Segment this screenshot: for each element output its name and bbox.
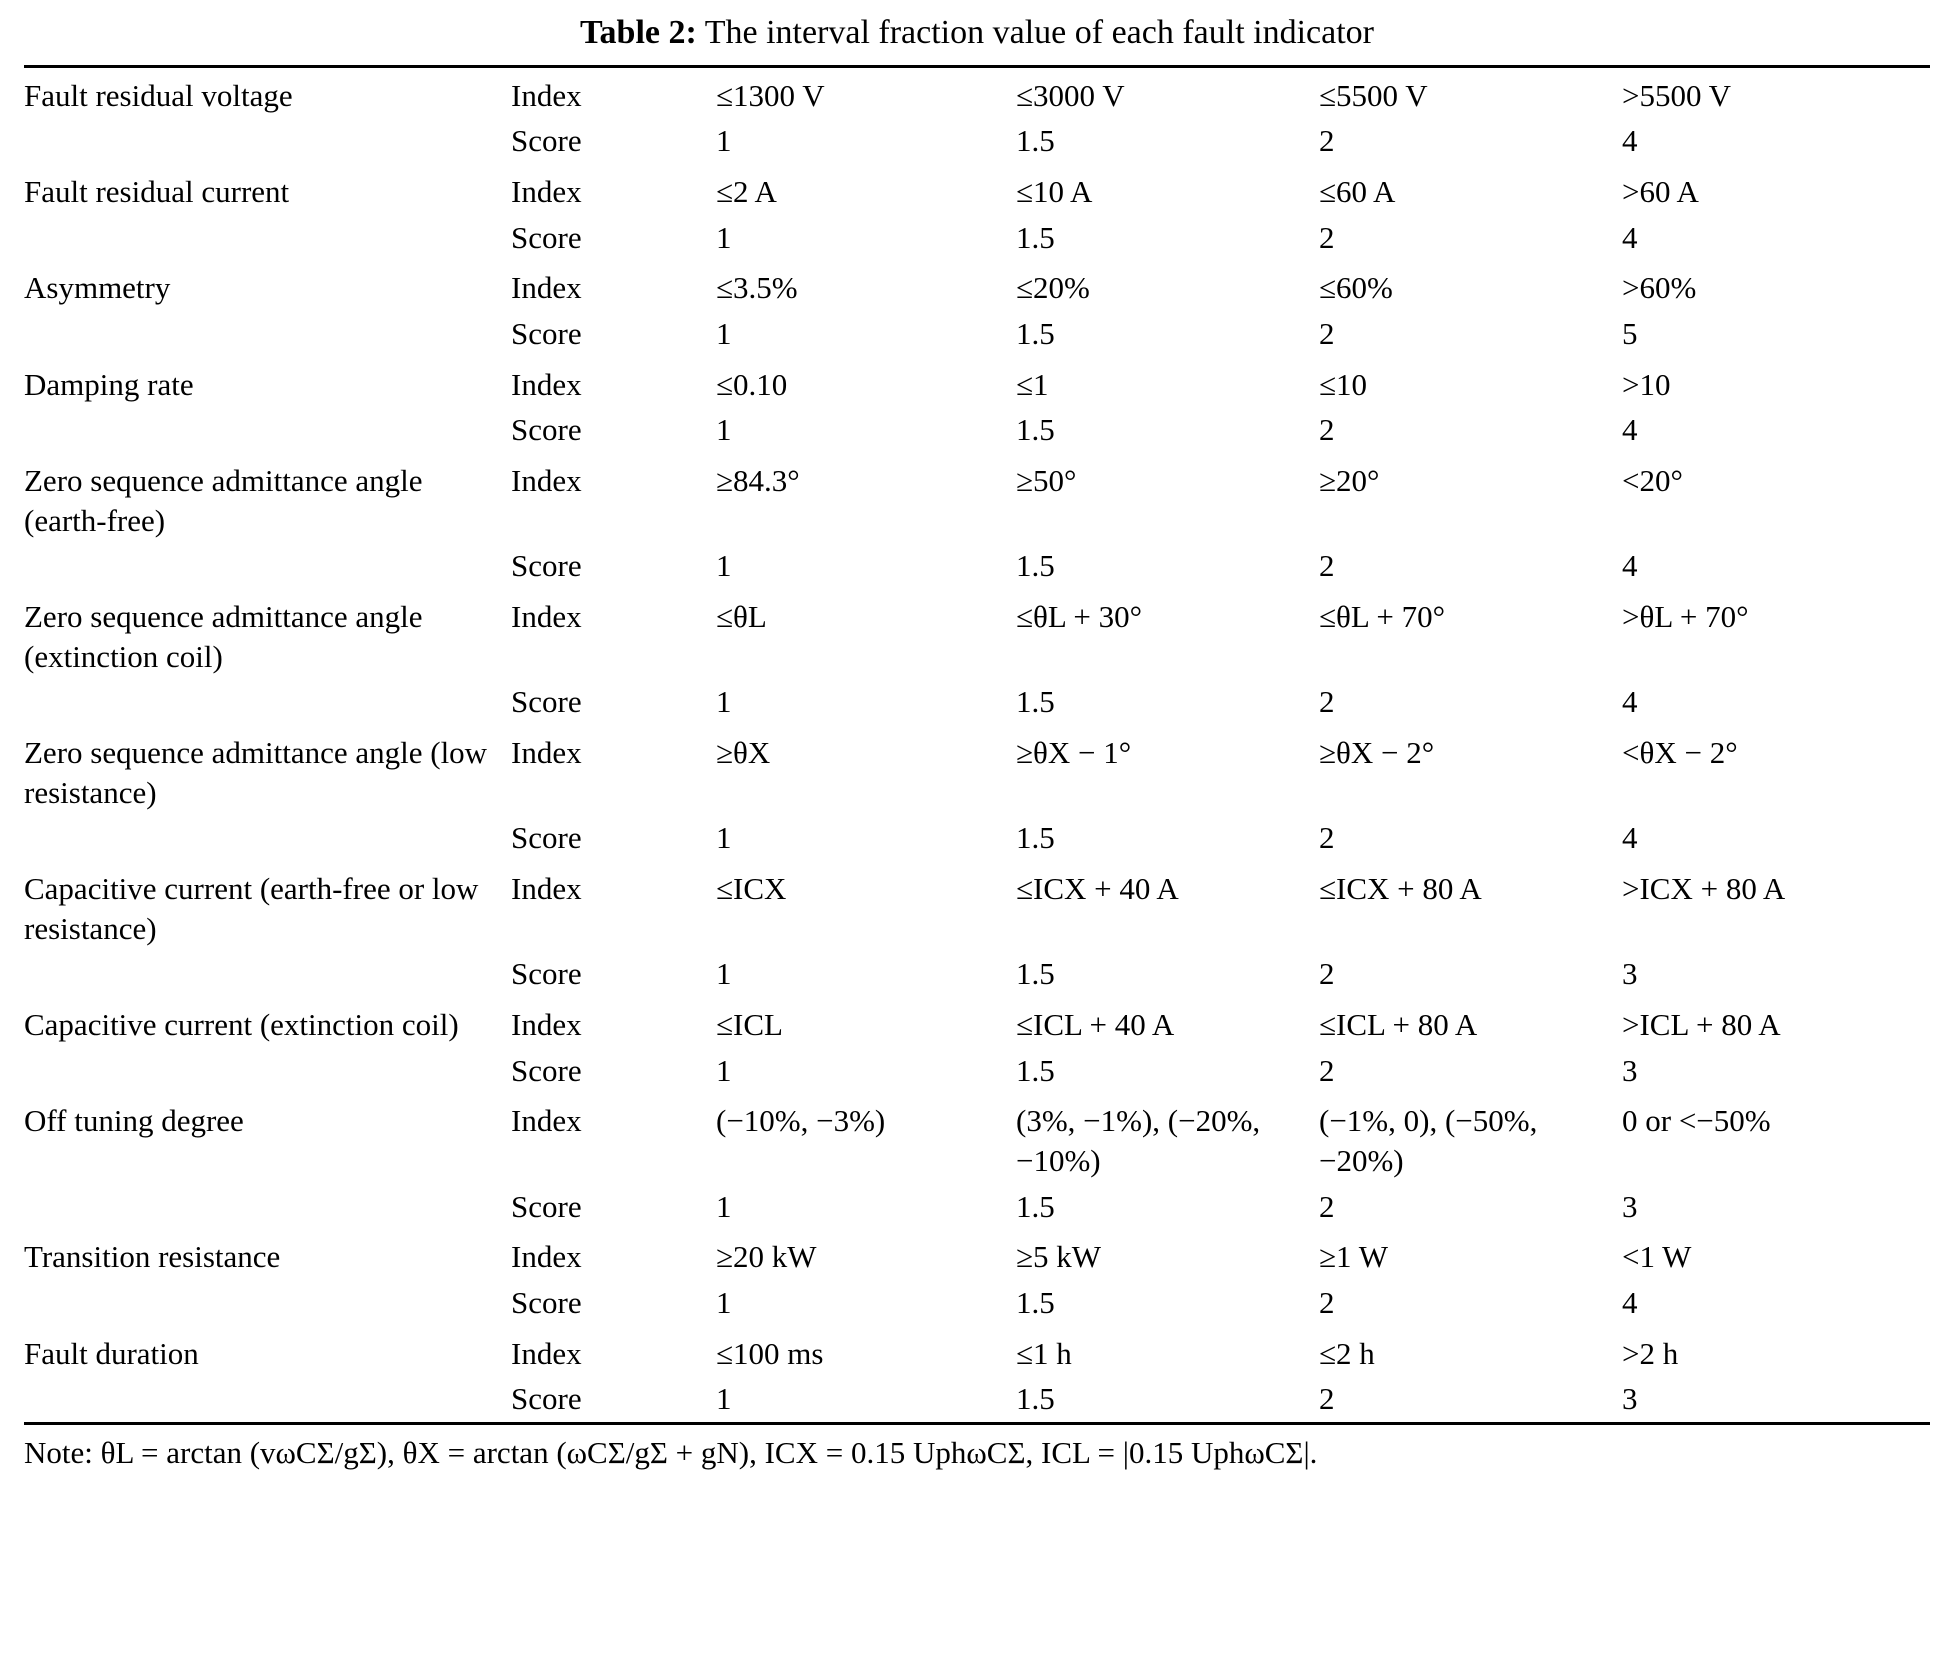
score-value-2: 1.5 [1016, 1376, 1319, 1423]
indicator-name-empty [24, 407, 511, 453]
index-value-1: ≥θX [716, 734, 771, 770]
score-value-4: 4 [1622, 412, 1638, 448]
row-kind: Score [511, 1284, 582, 1320]
table-row [24, 951, 1930, 997]
row-kind: Index [511, 734, 582, 770]
indicator-name-empty [24, 543, 511, 589]
indicator-name-empty [24, 311, 511, 357]
index-value-3: ≤2 h [1319, 1335, 1375, 1371]
score-value-1: 1 [716, 1188, 732, 1224]
score-value-4: 3 [1622, 1188, 1638, 1224]
indicator-name: Fault duration [24, 1335, 199, 1371]
indicator-name: Capacitive current (extinction coil) [24, 1006, 459, 1042]
indicator-name: Transition resistance [24, 1239, 281, 1275]
indicator-name-empty [24, 1280, 511, 1326]
table-row [24, 311, 1930, 357]
indicator-name: Zero sequence admittance angle (low resistance) [24, 734, 488, 810]
row-kind: Score [511, 315, 582, 351]
table-row [24, 260, 1930, 311]
score-value-3: 2 [1319, 1376, 1622, 1423]
row-kind: Index [511, 1006, 582, 1042]
indicator-name: Fault residual voltage [24, 66, 511, 118]
index-value-4: >θL + 70° [1622, 598, 1749, 634]
row-kind: Index [511, 598, 582, 634]
row-kind: Index [511, 1239, 582, 1275]
table-caption [24, 12, 1930, 55]
index-value-2: ≤3000 V [1016, 66, 1319, 118]
table-row [24, 118, 1930, 164]
score-value-1: 1 [716, 315, 732, 351]
index-value-3: ≤5500 V [1319, 66, 1622, 118]
index-value-4: >5500 V [1622, 66, 1930, 118]
index-value-2: ≥θX − 1° [1016, 734, 1132, 770]
table-row [24, 1376, 1930, 1423]
row-kind: Index [511, 1335, 582, 1371]
score-value-1: 1 [716, 684, 732, 720]
score-value-3: 2 [1319, 1052, 1335, 1088]
index-value-3: ≥θX − 2° [1319, 734, 1435, 770]
caption-text: The interval fraction value of each fault indicator [704, 14, 1374, 51]
score-value-2: 1.5 [1016, 1284, 1055, 1320]
score-value-1: 1 [716, 219, 732, 255]
table-row [24, 1093, 1930, 1183]
score-value-4: 4 [1622, 548, 1638, 584]
row-kind: Index [511, 66, 716, 118]
score-value-2: 1.5 [1016, 548, 1055, 584]
score-value-1: 1 [716, 1284, 732, 1320]
index-value-4: 0 or <−50% [1622, 1103, 1771, 1139]
score-value-2: 1.5 [1016, 123, 1055, 159]
row-kind: Score [511, 1052, 582, 1088]
index-value-3: ≥20° [1319, 462, 1380, 498]
row-kind: Score [511, 956, 582, 992]
score-value-4: 3 [1622, 956, 1638, 992]
index-value-2: ≤20% [1016, 270, 1090, 306]
table-row [24, 1326, 1930, 1377]
index-value-3: ≤10 [1319, 366, 1368, 402]
score-value-3: 2 [1319, 412, 1335, 448]
index-value-3: ≤ICL + 80 A [1319, 1006, 1478, 1042]
index-value-3: ≤60% [1319, 270, 1393, 306]
score-value-2: 1.5 [1016, 684, 1055, 720]
table-row [24, 997, 1930, 1048]
score-value-1: 1 [716, 1376, 1016, 1423]
row-kind: Score [511, 1376, 716, 1423]
index-value-2: ≥50° [1016, 462, 1077, 498]
score-value-4: 4 [1622, 1284, 1638, 1320]
indicator-name-empty [24, 679, 511, 725]
score-value-4: 5 [1622, 315, 1638, 351]
index-value-2: ≤θL + 30° [1016, 598, 1143, 634]
score-value-4: 3 [1622, 1376, 1930, 1423]
score-value-3: 2 [1319, 548, 1335, 584]
index-value-1: ≤ICL [716, 1006, 783, 1042]
row-kind: Score [511, 684, 582, 720]
index-value-1: ≤ICX [716, 870, 787, 906]
indicator-name: Off tuning degree [24, 1103, 244, 1139]
row-kind: Index [511, 173, 582, 209]
index-value-4: <1 W [1622, 1239, 1692, 1275]
table-row [24, 453, 1930, 543]
index-value-1: ≥84.3° [716, 462, 800, 498]
index-value-1: ≤3.5% [716, 270, 798, 306]
index-value-1: (−10%, −3%) [716, 1103, 886, 1139]
index-value-4: >2 h [1622, 1335, 1679, 1371]
row-kind: Score [511, 820, 582, 856]
row-kind: Index [511, 366, 582, 402]
table-note: Note: θL = arctan (vωCΣ/gΣ), θX = arctan (ωCΣ/gΣ + gN), ICX = 0.15 UphωCΣ, ICL = |0.15 UphωCΣ|. [24, 1434, 1318, 1470]
score-value-2: 1.5 [1016, 219, 1055, 255]
indicator-name-empty [24, 1376, 511, 1423]
table-row [24, 215, 1930, 261]
row-kind: Score [511, 548, 582, 584]
table-row [24, 1184, 1930, 1230]
score-value-2: 1.5 [1016, 1188, 1055, 1224]
index-value-2: ≤10 A [1016, 173, 1093, 209]
indicator-name-empty [24, 118, 511, 164]
index-value-1: ≤0.10 [716, 366, 788, 402]
score-value-3: 2 [1319, 315, 1335, 351]
table-row [24, 725, 1930, 815]
table-row [24, 164, 1930, 215]
indicator-name: Fault residual current [24, 173, 290, 209]
indicator-name-empty [24, 815, 511, 861]
score-value-4: 4 [1622, 684, 1638, 720]
score-value-3: 2 [1319, 1284, 1335, 1320]
index-value-4: <20° [1622, 462, 1683, 498]
index-value-3: ≤ICX + 80 A [1319, 870, 1482, 906]
index-value-2: ≤1 [1016, 366, 1049, 402]
row-kind: Score [511, 1188, 582, 1224]
index-value-4: >ICX + 80 A [1622, 870, 1786, 906]
index-value-1: ≤θL [716, 598, 767, 634]
row-kind: Score [511, 412, 582, 448]
table-row [24, 589, 1930, 679]
table-row [24, 1280, 1930, 1326]
indicator-name-empty [24, 215, 511, 261]
index-value-2: ≤ICL + 40 A [1016, 1006, 1175, 1042]
score-value-3: 2 [1319, 1188, 1335, 1224]
index-value-3: ≤60 A [1319, 173, 1396, 209]
table-row [24, 357, 1930, 408]
index-value-4: >ICL + 80 A [1622, 1006, 1781, 1042]
score-value-1: 1 [716, 1052, 732, 1088]
score-value-3: 2 [1319, 956, 1335, 992]
indicator-name: Capacitive current (earth-free or low resistance) [24, 870, 479, 946]
index-value-4: >60% [1622, 270, 1697, 306]
index-value-1: ≥20 kW [716, 1239, 817, 1275]
fault-indicator-table [24, 65, 1930, 1425]
table-row [24, 679, 1930, 725]
indicator-name: Asymmetry [24, 270, 171, 306]
table-row [24, 66, 1930, 118]
table-row [24, 1229, 1930, 1280]
row-kind: Index [511, 462, 582, 498]
score-value-2: 1.5 [1016, 820, 1055, 856]
index-value-2: ≤1 h [1016, 1335, 1072, 1371]
caption-label: Table 2: [579, 14, 697, 51]
table-row [24, 407, 1930, 453]
score-value-3: 2 [1319, 123, 1335, 159]
score-value-3: 2 [1319, 684, 1335, 720]
row-kind: Score [511, 123, 582, 159]
table-row [24, 815, 1930, 861]
index-value-2: (3%, −1%), (−20%, −10%) [1016, 1103, 1261, 1178]
score-value-4: 4 [1622, 820, 1638, 856]
score-value-1: 1 [716, 820, 732, 856]
score-value-1: 1 [716, 548, 732, 584]
score-value-4: 4 [1622, 219, 1638, 255]
score-value-1: 1 [716, 412, 732, 448]
indicator-name-empty [24, 1048, 511, 1094]
index-value-1: ≤2 A [716, 173, 777, 209]
indicator-name: Damping rate [24, 366, 194, 402]
indicator-name-empty [24, 951, 511, 997]
indicator-name: Zero sequence admittance angle (extinction coil) [24, 598, 423, 674]
row-kind: Index [511, 270, 582, 306]
score-value-3: 2 [1319, 219, 1335, 255]
index-value-2: ≥5 kW [1016, 1239, 1102, 1275]
index-value-1: ≤1300 V [716, 66, 1016, 118]
table-row [24, 861, 1930, 951]
index-value-4: >60 A [1622, 173, 1699, 209]
score-value-2: 1.5 [1016, 315, 1055, 351]
score-value-1: 1 [716, 123, 732, 159]
row-kind: Index [511, 870, 582, 906]
score-value-4: 3 [1622, 1052, 1638, 1088]
index-value-3: (−1%, 0), (−50%, −20%) [1319, 1103, 1538, 1178]
index-value-3: ≥1 W [1319, 1239, 1388, 1275]
index-value-3: ≤θL + 70° [1319, 598, 1446, 634]
score-value-3: 2 [1319, 820, 1335, 856]
score-value-1: 1 [716, 956, 732, 992]
score-value-2: 1.5 [1016, 412, 1055, 448]
index-value-4: <θX − 2° [1622, 734, 1738, 770]
index-value-2: ≤ICX + 40 A [1016, 870, 1179, 906]
score-value-2: 1.5 [1016, 956, 1055, 992]
score-value-2: 1.5 [1016, 1052, 1055, 1088]
row-kind: Index [511, 1103, 582, 1139]
table-row [24, 543, 1930, 589]
score-value-4: 4 [1622, 123, 1638, 159]
table-row [24, 1048, 1930, 1094]
index-value-4: >10 [1622, 366, 1671, 402]
row-kind: Score [511, 219, 582, 255]
indicator-name-empty [24, 1184, 511, 1230]
indicator-name: Zero sequence admittance angle (earth-free) [24, 462, 423, 538]
index-value-1: ≤100 ms [716, 1335, 824, 1371]
